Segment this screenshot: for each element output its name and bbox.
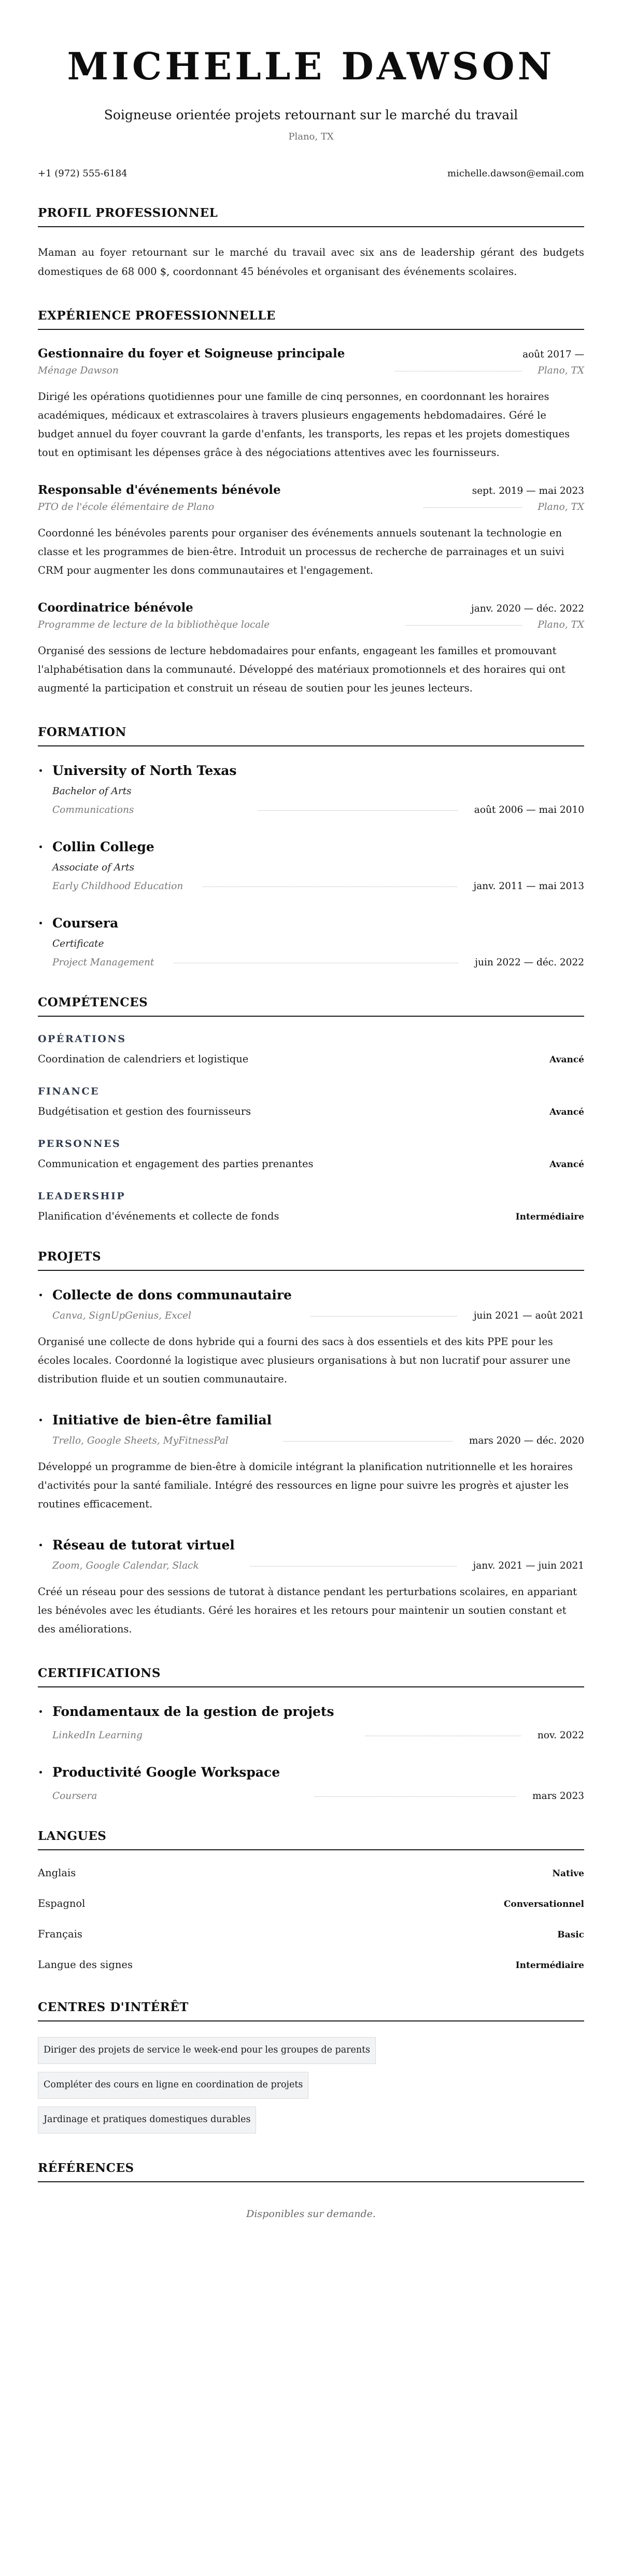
project-title: Réseau de tutorat virtuel — [52, 1538, 235, 1553]
skill-level: Intermédiaire — [515, 1212, 584, 1222]
candidate-location: Plano, TX — [288, 131, 334, 142]
field-of-study: Communications — [52, 805, 134, 815]
section-title-experience: EXPÉRIENCE PROFESSIONNELLE — [38, 308, 584, 330]
dotted-leader — [250, 1566, 457, 1567]
dotted-leader — [258, 810, 457, 811]
bullet-icon — [39, 1294, 42, 1296]
skill-name: Budgétisation et gestion des fournisseurs — [38, 1105, 251, 1117]
skill-level: Avancé — [549, 1107, 584, 1117]
bullet-icon — [39, 769, 42, 772]
section-title-skills: COMPÉTENCES — [38, 995, 584, 1017]
certification-date: mars 2023 — [532, 1791, 584, 1802]
interest-list — [38, 2037, 584, 2134]
dotted-leader — [405, 625, 522, 626]
job-organization: PTO de l'école élémentaire de Plano — [38, 502, 215, 513]
section-title-references: RÉFÉRENCES — [38, 2160, 584, 2182]
skill-category: OPÉRATIONS — [38, 1033, 126, 1045]
bullet-icon — [39, 1419, 42, 1421]
experience-item — [38, 600, 584, 698]
degree: Bachelor of Arts — [52, 786, 132, 797]
job-dates: août 2017 — — [522, 349, 584, 360]
skill-group — [38, 1085, 584, 1117]
language-name: Langue des signes — [38, 1959, 133, 1971]
language-name: Espagnol — [38, 1898, 86, 1909]
bullet-icon — [39, 1710, 42, 1713]
candidate-tagline: Soigneuse orientée projets retournant sur le marché du travail — [104, 107, 518, 122]
dotted-leader — [283, 1441, 453, 1442]
email-address[interactable]: michelle.dawson@email.com — [447, 168, 584, 179]
project-description: Développé un programme de bien-être à domicile intégrant la planification nutritionnelle et les horaires d'activités pour la santé familiale. Intégré des ressources en ligne pour suivre les progrès et ajuster les routines efficacement. — [38, 1461, 573, 1510]
section-title-education: FORMATION — [38, 725, 584, 746]
skill-name: Communication et engagement des parties prenantes — [38, 1158, 314, 1170]
section-profile — [38, 205, 584, 281]
skill-category: PERSONNES — [38, 1138, 121, 1149]
dotted-leader — [315, 1796, 516, 1797]
contact-row — [38, 167, 584, 181]
skill-level: Avancé — [549, 1159, 584, 1170]
project-dates: mars 2020 — déc. 2020 — [469, 1435, 584, 1446]
dotted-leader — [423, 507, 522, 508]
interest-chip: Jardinage et pratiques domestiques durables — [38, 2107, 256, 2134]
candidate-name: MICHELLE DAWSON — [67, 44, 555, 88]
language-item — [38, 1896, 584, 1912]
section-references — [38, 2160, 584, 2282]
project-dates: juin 2021 — août 2021 — [473, 1310, 584, 1321]
job-dates: sept. 2019 — mai 2023 — [472, 486, 584, 496]
skill-category: FINANCE — [38, 1086, 100, 1097]
section-education — [38, 725, 584, 968]
bullet-icon — [39, 1544, 42, 1546]
project-item — [38, 1411, 584, 1514]
job-description: Dirigé les opérations quotidiennes pour une famille de cinq personnes, en coordonnant les horaires académiques, médicaux et extrascolaires à travers plusieurs engagements hebdomadaires. Géré le budget annuel du foyer couvrant la garde d'enfants, les transports, les repas et les projets domestiques tout en optimisant les dépenses grâce à des négociations attentives avec les fournisseurs. — [38, 391, 570, 459]
certification-issuer: LinkedIn Learning — [52, 1730, 143, 1741]
certification-title: Fondamentaux de la gestion de projets — [52, 1704, 334, 1719]
section-title-languages: LANGUES — [38, 1829, 584, 1850]
degree: Certificate — [52, 938, 104, 949]
language-level: Conversationnel — [503, 1899, 584, 1909]
language-name: Anglais — [38, 1867, 76, 1879]
skill-group — [38, 1137, 584, 1170]
bullet-icon — [39, 922, 42, 924]
section-projects — [38, 1249, 584, 1639]
job-organization: Ménage Dawson — [38, 365, 119, 376]
project-tools: Canva, SignUpGenius, Excel — [52, 1310, 192, 1321]
project-title: Collecte de dons communautaire — [52, 1287, 292, 1303]
language-level: Intermédiaire — [515, 1960, 584, 1971]
references-note: Disponibles sur demande. — [246, 2208, 376, 2220]
section-interests — [38, 2000, 584, 2134]
certification-item — [38, 1764, 584, 1802]
education-dates: août 2006 — mai 2010 — [474, 805, 584, 815]
project-title: Initiative de bien-être familial — [52, 1412, 272, 1428]
job-description: Organisé des sessions de lecture hebdomadaires pour enfants, engageant les familles et promouvant l'alphabétisation dans la communauté. Développé des matériaux promotionnels et des horaires qui ont augmenté la participation et construit un réseau de soutien pour les jeunes lecteurs. — [38, 645, 566, 694]
resume-header — [38, 0, 584, 181]
job-title: Gestionnaire du foyer et Soigneuse principale — [38, 347, 345, 361]
interest-chip: Compléter des cours en ligne en coordination de projets — [38, 2072, 308, 2099]
language-item — [38, 1927, 584, 1942]
school-name: University of North Texas — [52, 763, 237, 778]
skill-group — [38, 1032, 584, 1065]
interest-chip: Diriger des projets de service le week-end pour les groupes de parents — [38, 2037, 376, 2064]
section-title-certifications: CERTIFICATIONS — [38, 1666, 584, 1687]
skill-level: Avancé — [549, 1055, 584, 1065]
job-location: Plano, TX — [538, 619, 584, 630]
school-name: Coursera — [52, 916, 119, 931]
experience-item — [38, 345, 584, 462]
field-of-study: Early Childhood Education — [52, 881, 183, 892]
project-tools: Trello, Google Sheets, MyFitnessPal — [52, 1435, 229, 1446]
section-title-projects: PROJETS — [38, 1249, 584, 1271]
job-dates: janv. 2020 — déc. 2022 — [471, 603, 584, 614]
project-dates: janv. 2021 — juin 2021 — [473, 1560, 584, 1571]
job-organization: Programme de lecture de la bibliothèque locale — [38, 619, 270, 630]
job-location: Plano, TX — [538, 365, 584, 376]
profile-summary: Maman au foyer retournant sur le marché du travail avec six ans de leadership gérant des budgets domestiques de 68 000 $, coordonnant 45 bénévoles et organisant des événements scolaires. — [38, 246, 584, 278]
job-title: Coordinatrice bénévole — [38, 601, 193, 615]
skill-category: LEADERSHIP — [38, 1190, 126, 1202]
section-experience — [38, 308, 584, 698]
job-location: Plano, TX — [538, 502, 584, 513]
project-tools: Zoom, Google Calendar, Slack — [52, 1560, 199, 1571]
certification-item — [38, 1703, 584, 1741]
job-description: Coordonné les bénévoles parents pour organiser des événements annuels soutenant la technologie en classe et les programmes de bien-être. Introduit un processus de recherche de parrainages et un suivi CRM pour augmenter les dons communautaires et l'engagement. — [38, 527, 564, 576]
education-item — [38, 838, 584, 892]
project-item — [38, 1286, 584, 1389]
skill-name: Planification d'événements et collecte de fonds — [38, 1210, 279, 1222]
section-certifications — [38, 1666, 584, 1802]
language-item — [38, 1958, 584, 1973]
skill-name: Coordination de calendriers et logistique — [38, 1053, 249, 1065]
section-title-interests: CENTRES D'INTÉRÊT — [38, 2000, 584, 2021]
language-item — [38, 1866, 584, 1881]
project-description: Créé un réseau pour des sessions de tutorat à distance pendant les perturbations scolaires, en appariant les bénévoles avec les étudiants. Géré les horaires et les retours pour maintenir un soutien constant et des améliorations. — [38, 1586, 577, 1635]
job-title: Responsable d'événements bénévole — [38, 483, 281, 497]
education-item — [38, 762, 584, 815]
education-item — [38, 915, 584, 968]
project-description: Organisé une collecte de dons hybride qui a fourni des sacs à dos essentiels et des kits PPE pour les écoles locales. Coordonné la logistique avec plusieurs organisations à but non lucratif pour assurer une distribution fluide et un soutien communautaire. — [38, 1336, 571, 1385]
certification-title: Productivité Google Workspace — [52, 1765, 280, 1780]
school-name: Collin College — [52, 839, 154, 854]
education-dates: juin 2022 — déc. 2022 — [475, 957, 584, 968]
language-name: Français — [38, 1928, 82, 1940]
education-dates: janv. 2011 — mai 2013 — [473, 881, 584, 892]
certification-issuer: Coursera — [52, 1791, 97, 1802]
section-languages — [38, 1829, 584, 1973]
language-level: Basic — [557, 1930, 584, 1940]
project-item — [38, 1536, 584, 1639]
experience-item — [38, 482, 584, 580]
skill-group — [38, 1189, 584, 1222]
bullet-icon — [39, 846, 42, 848]
section-title-profile: PROFIL PROFESSIONNEL — [38, 205, 584, 227]
section-skills — [38, 995, 584, 1222]
field-of-study: Project Management — [52, 957, 154, 968]
phone-number[interactable]: +1 (972) 555-6184 — [38, 168, 128, 179]
language-level: Native — [552, 1868, 584, 1879]
dotted-leader — [310, 1316, 457, 1317]
bullet-icon — [39, 1771, 42, 1774]
certification-date: nov. 2022 — [537, 1730, 584, 1741]
degree: Associate of Arts — [52, 862, 135, 873]
